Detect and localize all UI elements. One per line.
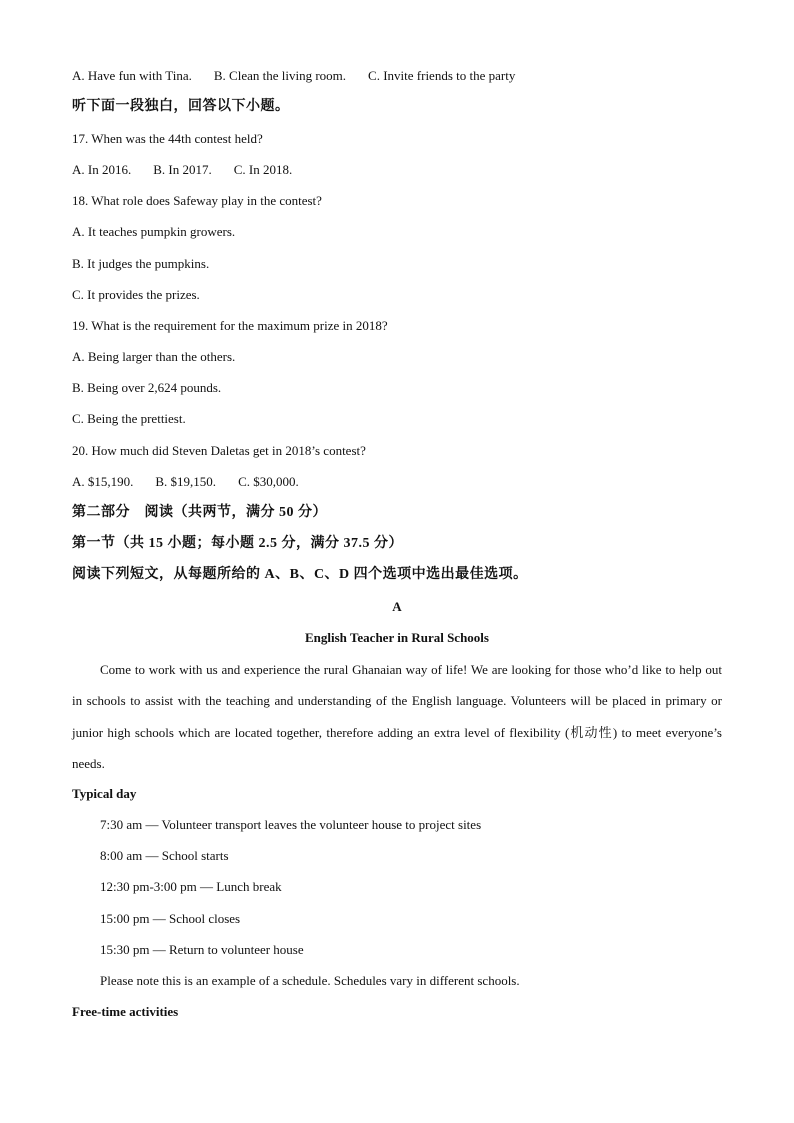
part2-heading: 第二部分 阅读（共两节，满分 50 分） (72, 505, 327, 520)
q20-option-b: B. $19,150. (155, 474, 217, 489)
passage-letter: A (392, 599, 402, 614)
schedule-item: 8:00 am — School starts (100, 848, 229, 863)
q16-options (72, 68, 722, 84)
passage-title: English Teacher in Rural Schools (305, 630, 489, 645)
schedule-item: 15:30 pm — Return to volunteer house (100, 942, 304, 957)
schedule-item: 12:30 pm-3:00 pm — Lunch break (100, 879, 282, 894)
schedule-item: 7:30 am — Volunteer transport leaves the volunteer house to project sites (100, 817, 482, 832)
q18-question: 18. What role does Safeway play in the contest? (72, 193, 322, 208)
q17-options (72, 162, 722, 178)
q20-question: 20. How much did Steven Daletas get in 2018’s contest? (72, 443, 366, 458)
q19-question: 19. What is the requirement for the maximum prize in 2018? (72, 318, 388, 333)
q17-option-b: B. In 2017. (153, 162, 212, 177)
intro-paragraph: Come to work with us and experience the rural Ghanaian way of life! We are looking for those who’d like to help out in schools to assist with the teaching and understanding of the English language. Volunteers will be placed in primary or junior high schools which are located together, therefore adding an extra level of flexibility (机动性) to meet everyone’s needs. (72, 662, 722, 771)
section1-heading: 第一节（共 15 小题；每小题 2.5 分，满分 37.5 分） (72, 536, 403, 551)
q18-option-c: C. It provides the prizes. (72, 287, 200, 302)
q20-option-a: A. $15,190. (72, 474, 134, 489)
q19-option-b: B. Being over 2,624 pounds. (72, 380, 222, 395)
schedule-note: Please note this is an example of a schedule. Schedules vary in different schools. (100, 973, 520, 988)
q17-question: 17. When was the 44th contest held? (72, 131, 263, 146)
free-time-heading: Free-time activities (72, 1004, 179, 1019)
q16-option-a: A. Have fun with Tina. (72, 68, 192, 83)
q19-option-c: C. Being the prettiest. (72, 411, 186, 426)
q17-option-c: C. In 2018. (233, 162, 293, 177)
q19-option-a: A. Being larger than the others. (72, 349, 236, 364)
q20-options (72, 474, 722, 490)
q16-option-c: C. Invite friends to the party (368, 68, 516, 83)
q18-option-b: B. It judges the pumpkins. (72, 256, 210, 271)
monologue-instruction: 听下面一段独白，回答以下小题。 (72, 99, 290, 114)
q18-option-a: A. It teaches pumpkin growers. (72, 224, 236, 239)
q17-option-a: A. In 2016. (72, 162, 132, 177)
schedule-item: 15:00 pm — School closes (100, 911, 241, 926)
q20-option-c: C. $30,000. (238, 474, 299, 489)
q16-option-b: B. Clean the living room. (213, 68, 347, 83)
typical-day-heading: Typical day (72, 786, 137, 801)
reading-instruction: 阅读下列短文，从每题所给的 A、B、C、D 四个选项中选出最佳选项。 (72, 567, 528, 582)
